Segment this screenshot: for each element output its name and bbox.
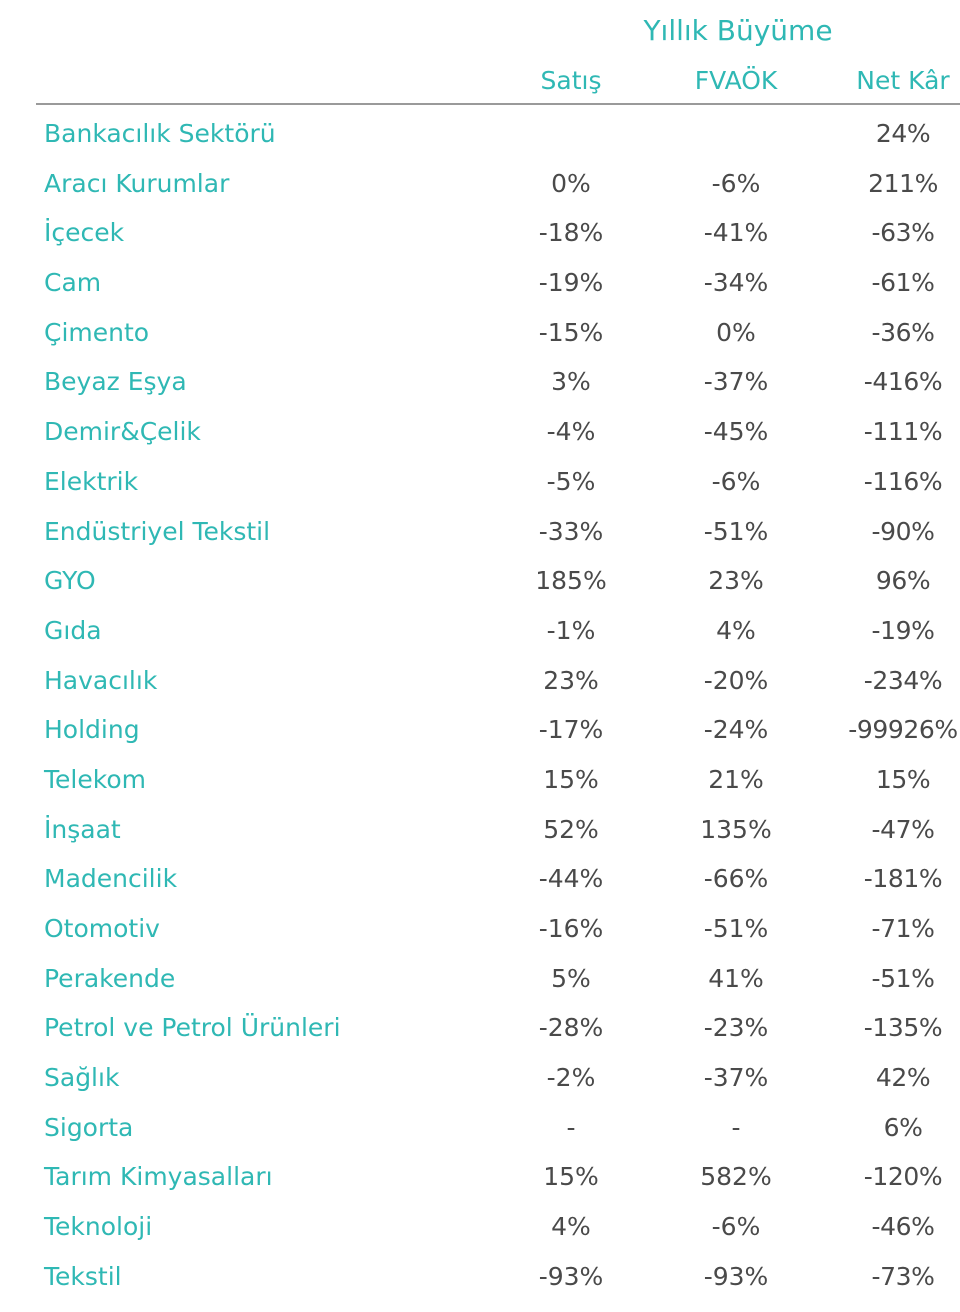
table-row: [0, 956, 960, 1006]
satis-value: 15%: [543, 764, 599, 794]
table-row: [0, 1005, 960, 1055]
net-kar-value: 6%: [883, 1112, 923, 1142]
fvaok-value: 582%: [700, 1162, 772, 1192]
net-kar-value: -71%: [871, 914, 935, 943]
table-row: [0, 359, 960, 409]
fvaok-value: -66%: [703, 864, 769, 894]
satis-value: -93%: [538, 1261, 604, 1291]
satis-value: -44%: [538, 864, 604, 894]
table-row: [0, 807, 960, 857]
fvaok-value: -45%: [703, 417, 769, 447]
table-row: [0, 658, 960, 708]
column-header-net-kar: Net Kâr: [856, 66, 950, 95]
table-row: [0, 707, 960, 757]
table-row: [0, 757, 960, 807]
satis-value: 3%: [551, 367, 591, 397]
fvaok-value: -23%: [703, 1013, 769, 1043]
column-header-satis: Satış: [540, 66, 602, 95]
net-kar-value: -19%: [871, 615, 935, 645]
table-row: [0, 310, 960, 360]
table-row: [0, 856, 960, 906]
sector-name: Havacılık: [44, 665, 158, 695]
net-kar-value: -63%: [871, 218, 935, 248]
table-row: [0, 210, 960, 260]
table-row: [0, 1154, 960, 1204]
sector-name: Petrol ve Petrol Ürünleri: [44, 1013, 341, 1043]
satis-value: -: [566, 1112, 576, 1142]
fvaok-value: -93%: [703, 1261, 769, 1291]
table-row: [0, 906, 960, 956]
table-row: [0, 1254, 960, 1304]
satis-value: -4%: [546, 417, 596, 447]
satis-value: -1%: [546, 615, 596, 645]
satis-value: 52%: [543, 814, 599, 844]
sector-name: Otomotiv: [44, 914, 160, 943]
table-row: [0, 1204, 960, 1254]
table-row: [0, 608, 960, 658]
satis-value: -15%: [538, 317, 604, 347]
fvaok-value: -6%: [711, 1212, 761, 1242]
satis-value: -17%: [538, 715, 604, 745]
satis-value: 0%: [551, 168, 591, 198]
net-kar-value: -36%: [871, 317, 935, 347]
net-kar-value: -234%: [863, 665, 943, 695]
table-row: [0, 409, 960, 459]
header-divider: [36, 103, 960, 105]
column-header-fvaok: FVAÖK: [694, 66, 778, 95]
table-row: [0, 111, 960, 161]
satis-value: 5%: [551, 963, 591, 993]
satis-value: -2%: [546, 1063, 596, 1093]
satis-value: -33%: [538, 516, 604, 546]
sector-name: Aracı Kurumlar: [44, 168, 230, 198]
sector-name: GYO: [44, 566, 96, 596]
net-kar-value: 211%: [868, 168, 938, 198]
fvaok-value: -6%: [711, 168, 761, 198]
sector-name: Çimento: [44, 317, 150, 347]
fvaok-value: -: [731, 1112, 741, 1142]
fvaok-value: -37%: [703, 367, 769, 397]
sector-name: Madencilik: [44, 864, 178, 894]
sector-name: Beyaz Eşya: [44, 367, 187, 397]
fvaok-value: -24%: [703, 715, 769, 745]
satis-value: -18%: [538, 218, 604, 248]
sector-name: Gıda: [44, 615, 102, 645]
fvaok-value: 135%: [700, 814, 772, 844]
fvaok-value: -37%: [703, 1063, 769, 1093]
sector-name: Telekom: [44, 764, 146, 794]
fvaok-value: 4%: [716, 615, 756, 645]
sector-name: Bankacılık Sektörü: [44, 119, 276, 148]
fvaok-value: -51%: [703, 914, 769, 943]
satis-value: -19%: [538, 268, 604, 298]
sector-name: Cam: [44, 268, 102, 298]
net-kar-value: 42%: [875, 1063, 931, 1093]
net-kar-value: -181%: [863, 864, 943, 894]
net-kar-value: -111%: [863, 417, 943, 447]
net-kar-value: 96%: [875, 566, 931, 596]
table-body: [0, 111, 960, 1304]
sector-name: Holding: [44, 715, 140, 745]
fvaok-value: -41%: [703, 218, 769, 248]
net-kar-value: -61%: [871, 268, 935, 298]
satis-value: 185%: [535, 566, 607, 596]
table-row: [0, 558, 960, 608]
net-kar-value: -120%: [863, 1162, 943, 1192]
net-kar-value: 15%: [875, 764, 931, 794]
sector-name: İnşaat: [44, 814, 121, 844]
fvaok-value: 0%: [716, 317, 756, 347]
satis-value: -5%: [546, 466, 596, 496]
satis-value: -16%: [538, 914, 604, 943]
net-kar-value: -46%: [871, 1212, 935, 1242]
fvaok-value: -20%: [703, 665, 769, 695]
net-kar-value: -47%: [871, 814, 935, 844]
satis-value: -28%: [538, 1013, 604, 1043]
table-row: [0, 509, 960, 559]
sector-name: Demir&Çelik: [44, 417, 201, 447]
satis-value: 4%: [551, 1212, 591, 1242]
net-kar-value: -135%: [863, 1013, 943, 1043]
group-title: Yıllık Büyüme: [643, 14, 833, 47]
sector-name: Perakende: [44, 963, 176, 993]
table-row: [0, 1105, 960, 1155]
satis-value: 23%: [543, 665, 599, 695]
net-kar-value: -99926%: [848, 715, 958, 745]
fvaok-value: 23%: [708, 566, 764, 596]
fvaok-value: -34%: [703, 268, 769, 298]
net-kar-value: -116%: [863, 466, 943, 496]
sector-name: Endüstriyel Tekstil: [44, 516, 271, 546]
fvaok-value: -6%: [711, 466, 761, 496]
sector-name: Tarım Kimyasalları: [44, 1162, 273, 1192]
table-row: [0, 1055, 960, 1105]
table-row: [0, 459, 960, 509]
fvaok-value: -51%: [703, 516, 769, 546]
net-kar-value: -73%: [871, 1261, 935, 1291]
table-row: [0, 161, 960, 211]
sector-name: Elektrik: [44, 466, 139, 496]
sector-name: Sigorta: [44, 1112, 134, 1142]
net-kar-value: -416%: [863, 367, 943, 397]
sector-name: Teknoloji: [44, 1212, 153, 1242]
net-kar-value: -51%: [871, 963, 935, 993]
satis-value: 15%: [543, 1162, 599, 1192]
sector-name: İçecek: [44, 218, 125, 248]
sector-name: Tekstil: [44, 1261, 122, 1291]
fvaok-value: 41%: [708, 963, 764, 993]
net-kar-value: 24%: [875, 119, 931, 148]
table-row: [0, 260, 960, 310]
net-kar-value: -90%: [871, 516, 935, 546]
sector-name: Sağlık: [44, 1063, 120, 1093]
fvaok-value: 21%: [708, 764, 764, 794]
